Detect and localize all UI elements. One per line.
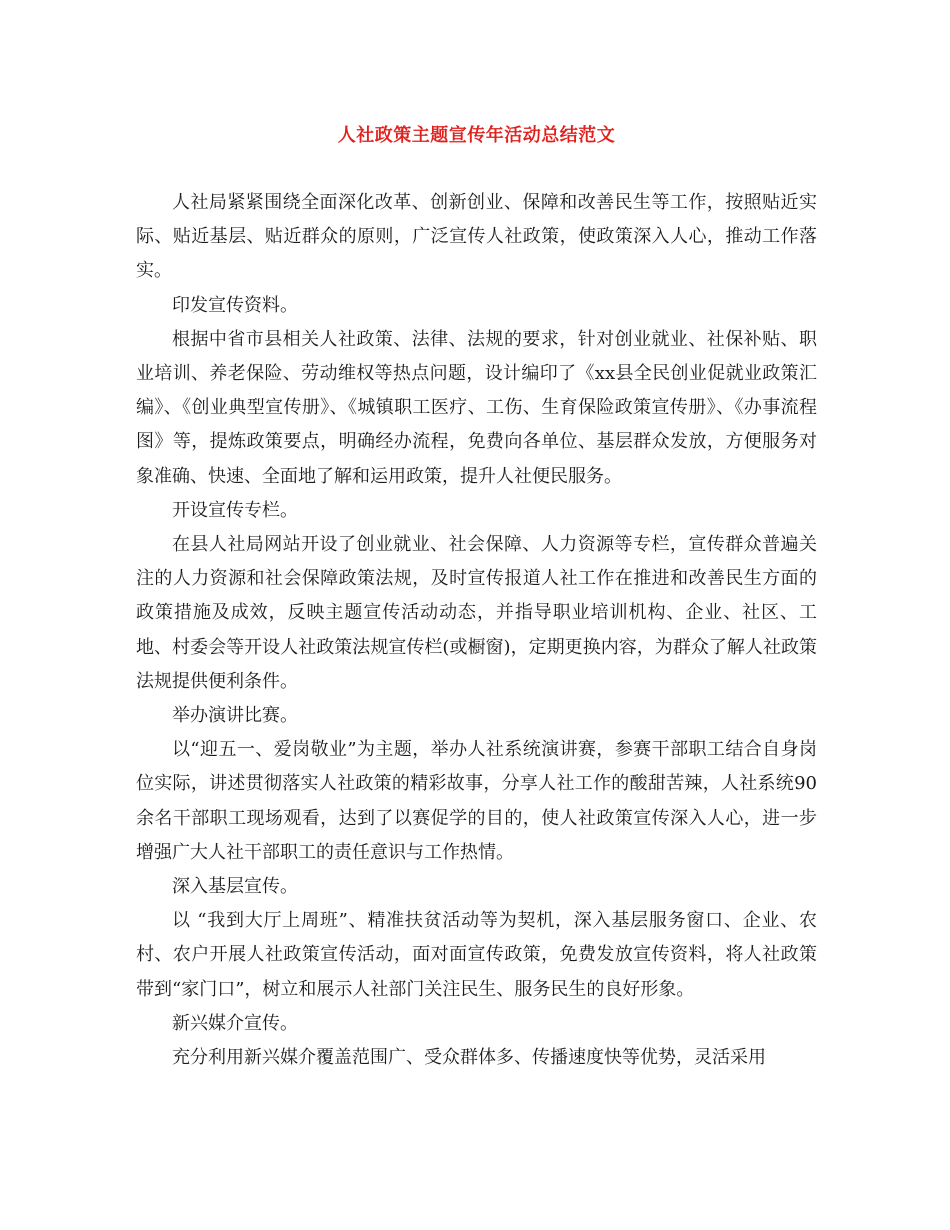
paragraph-column: 在县人社局网站开设了创业就业、社会保障、人力资源等专栏，宣传群众普遍关注的人力资源和社会保障政策法规，及时宣传报道人社工作在推进和改善民生方面的政策措施及成效，反映主题宣传活动动态，并指导职业培训机构、企业、社区、工地、村委会等开设人社政策法规宣传栏(或橱窗)，定期更换内容，为群众了解人社政策法规提供便利条件。 <box>136 534 817 692</box>
section-heading-column: 开设宣传专栏。 <box>172 499 298 521</box>
section-heading-speech: 举办演讲比赛。 <box>172 705 298 727</box>
section-heading-materials: 印发宣传资料。 <box>172 294 298 316</box>
section-heading-media: 新兴媒介宣传。 <box>172 1012 298 1034</box>
paragraph-intro: 人社局紧紧围绕全面深化改革、创新创业、保障和改善民生等工作，按照贴近实际、贴近基层、贴近群众的原则，广泛宣传人社政策，使政策深入人心，推动工作落实。 <box>136 192 817 282</box>
paragraph-media: 充分利用新兴媒介覆盖范围广、受众群体多、传播速度快等优势，灵活采用 <box>172 1047 766 1069</box>
document-body <box>136 186 817 1075</box>
paragraph-speech: 以“迎五一、爱岗敬业”为主题，举办人社系统演讲赛，参赛干部职工结合自身岗位实际，讲述贯彻落实人社政策的精彩故事，分享人社工作的酸甜苦辣，人社系统90余名干部职工现场观看，达到了以赛促学的目的，使人社政策宣传深入人心，进一步增强广大人社干部职工的责任意识与工作热情。 <box>136 739 817 863</box>
section-heading-grassroots: 深入基层宣传。 <box>172 876 298 898</box>
paragraph-materials: 根据中省市县相关人社政策、法律、法规的要求，针对创业就业、社保补贴、职业培训、养老保险、劳动维权等热点问题，设计编印了《xx县全民创业促就业政策汇编》、《创业典型宣传册》、《城镇职工医疗、工伤、生育保险政策宣传册》、《办事流程图》等，提炼政策要点，明确经办流程，免费向各单位、基层群众发放，方便服务对象准确、快速、全面地了解和运用政策，提升人社便民服务。 <box>136 328 817 487</box>
paragraph-grassroots: 以 “我到大厅上周班”、精准扶贫活动等为契机，深入基层服务窗口、企业、农村、农户开展人社政策宣传活动，面对面宣传政策，免费发放宣传资料，将人社政策带到“家门口”，树立和展示人社部门关注民生、服务民生的良好形象。 <box>136 910 817 1000</box>
document-title: 人社政策主题宣传年活动总结范文 <box>337 125 616 146</box>
